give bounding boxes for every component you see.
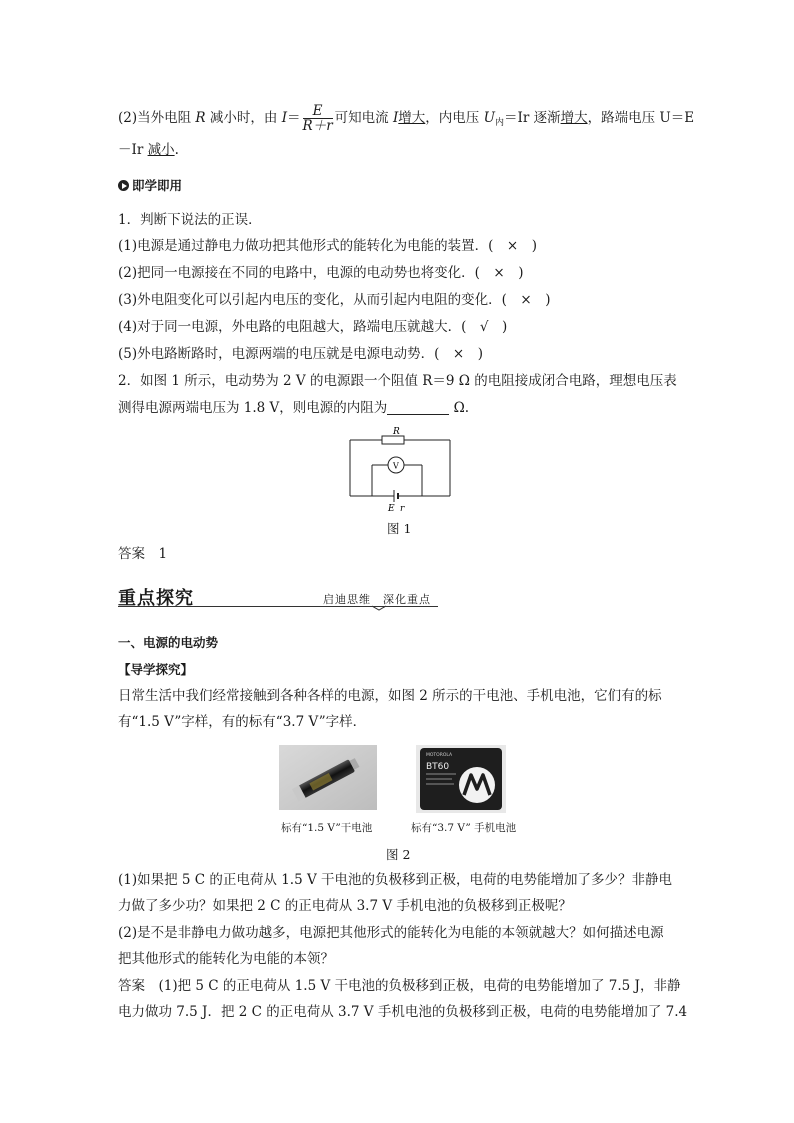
text: (2)当外电阻 bbox=[118, 110, 196, 126]
text: ＝Ir 逐渐 bbox=[504, 110, 561, 126]
answer-blank bbox=[387, 400, 449, 415]
q1-item: (5)外电路断路时，电源两端的电压就是电源电动势．( × ) bbox=[118, 346, 483, 362]
topic-paragraph-2: 有“1.5 V”字样，有的标有“3.7 V”字样． bbox=[118, 714, 367, 730]
resistor-R bbox=[382, 436, 404, 444]
answer-1: 答案 1 bbox=[118, 546, 168, 562]
text: 减小时，由 bbox=[205, 110, 282, 126]
text: 可知电流 bbox=[334, 110, 393, 126]
circuit-diagram bbox=[340, 425, 460, 515]
topic-paragraph-1: 日常生活中我们经常接触到各种各样的电源，如图 2 所示的干电池、手机电池，它们有的标 bbox=[118, 688, 662, 704]
dry-cell-photo bbox=[279, 745, 377, 810]
answer-underlined: 增大 bbox=[560, 110, 588, 126]
figure2-caption-left: 标有“1.5 V”干电池 bbox=[281, 822, 373, 834]
text: ，路端电压 U＝E bbox=[587, 110, 695, 126]
question-line: 把其他形式的能转化为电能的本领？ bbox=[118, 951, 334, 967]
subscript: 内 bbox=[494, 118, 504, 128]
section-slogan: 启迪思维 深化重点 bbox=[323, 593, 431, 606]
text: －Ir bbox=[118, 142, 148, 158]
fraction bbox=[303, 104, 333, 133]
apply-heading-label: 即学即用 bbox=[132, 178, 183, 193]
q1-item: (2)把同一电源接在不同的电路中，电源的电动势也将变化．( × ) bbox=[118, 265, 524, 281]
play-circle-icon bbox=[118, 180, 129, 191]
equals: ＝ bbox=[287, 110, 301, 126]
answer-underlined: 增大 bbox=[398, 110, 426, 126]
apply-heading bbox=[118, 176, 182, 196]
text: Ω. bbox=[449, 400, 470, 416]
q1-item: (3)外电阻变化可以引起内电压的变化，从而引起内电阻的变化．( × ) bbox=[118, 292, 551, 308]
intro-line-2 bbox=[118, 140, 179, 160]
q1-title: 1．判断下说法的正误． bbox=[118, 212, 262, 228]
q2-line-1: 2．如图 1 所示，电动势为 2 V 的电源跟一个阻值 R＝9 Ω 的电阻接成闭合电路，理想电压表 bbox=[118, 373, 677, 389]
var-I: I bbox=[392, 110, 399, 126]
var-I: I bbox=[281, 110, 288, 126]
fraction-numerator: E bbox=[303, 104, 333, 119]
q2-line-2 bbox=[118, 398, 469, 418]
answer-line: 答案 (1)把 5 C 的正电荷从 1.5 V 干电池的负极移到正极，电荷的电势能增加了 7.5 J，非静 bbox=[118, 978, 681, 994]
label-r: r bbox=[400, 504, 405, 514]
topic-title: 一、电源的电动势 bbox=[118, 635, 219, 650]
question-line: (1)如果把 5 C 的正电荷从 1.5 V 干电池的负极移到正极，电荷的电势能增加了多少？非静电 bbox=[118, 872, 673, 888]
label-V: V bbox=[393, 461, 399, 471]
label-E: E bbox=[388, 504, 395, 514]
var-R: R bbox=[195, 110, 206, 126]
battery-model-text: BT60 bbox=[426, 762, 450, 772]
q1-item: (4)对于同一电源，外电路的电阻越大，路端电压就越大．( √ ) bbox=[118, 319, 508, 335]
guide-heading: 【导学探究】 bbox=[118, 662, 194, 677]
answer-underlined: 减小 bbox=[147, 142, 175, 158]
label-R: R bbox=[393, 427, 400, 437]
intro-line-1 bbox=[118, 104, 694, 133]
phone-battery-photo bbox=[416, 745, 506, 813]
text: . bbox=[174, 142, 179, 158]
text: ，内电压 bbox=[425, 110, 484, 126]
text: 测得电源两端电压为 1.8 V，则电源的内阻为 bbox=[118, 400, 388, 416]
section-title: 重点探究 bbox=[118, 588, 194, 609]
question-line: 力做了多少功？如果把 2 C 的正电荷从 3.7 V 手机电池的负极移到正极呢？ bbox=[118, 898, 572, 914]
question-line: (2)是不是非静电力做功越多，电源把其他形式的能转化为电能的本领就越大？如何描述电源 bbox=[118, 925, 664, 941]
figure2-caption: 图 2 bbox=[386, 847, 411, 862]
q1-item: (1)电源是通过静电力做功把其他形式的能转化为电能的装置．( × ) bbox=[118, 238, 537, 254]
answer-line: 电力做功 7.5 J．把 2 C 的正电荷从 3.7 V 手机电池的负极移到正极，电荷的电势能增加了 7.4 bbox=[118, 1004, 688, 1020]
var-U: U bbox=[483, 110, 495, 126]
fraction-denominator: R＋r bbox=[302, 118, 333, 134]
figure2-caption-right: 标有“3.7 V” 手机电池 bbox=[411, 822, 517, 834]
figure1-caption: 图 1 bbox=[387, 521, 412, 536]
brand-text: MOTOROLA bbox=[426, 753, 453, 758]
